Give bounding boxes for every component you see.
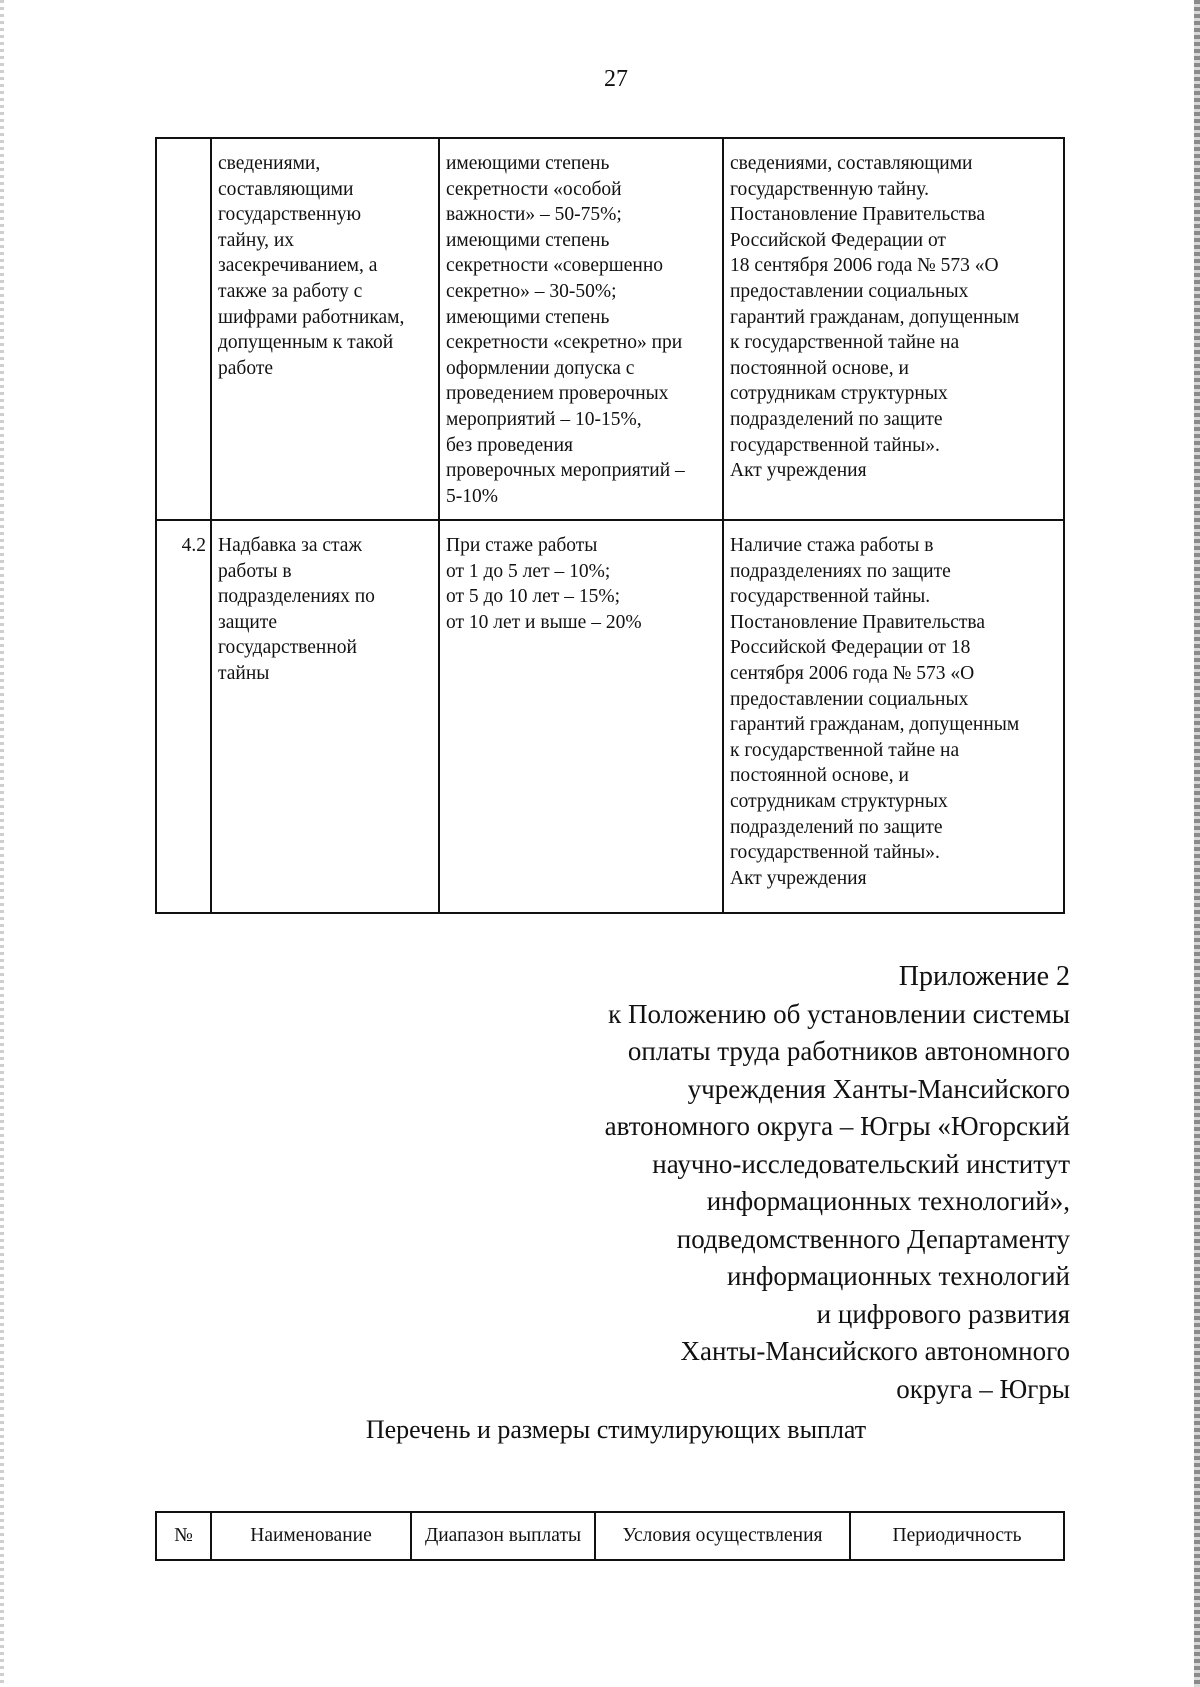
appendix-line: информационных технологий [726,1261,1070,1291]
payment-range: имеющими степень секретности «особой важности» – 50-75%; имеющими степень секретности «совершенно секретно» – 30-50%; имеющими степень секретности «секретно» при оформлении допуска с проведением проверочных мероприятий – 10-15%, без проведения проверочных мероприятий – 5-10% [439,138,723,520]
page-number: 27 [604,66,628,92]
payment-name: Надбавка за стаж работы в подразделениях по защите государственной тайны [211,520,439,913]
payments-table-continued [155,137,1065,914]
appendix-line: Ханты-Мансийского автономного [680,1336,1070,1366]
incentive-payments-table-header [155,1511,1065,1561]
column-header-range: Диапазон выплаты [411,1512,595,1560]
appendix-line: информационных технологий», [706,1186,1070,1216]
list-title: Перечень и размеры стимулирующих выплат [365,1415,867,1444]
column-header-periodicity: Периодичность [850,1512,1064,1560]
column-header-name: Наименование [211,1512,411,1560]
column-header-number: № [156,1512,211,1560]
payment-range: При стаже работы от 1 до 5 лет – 10%; от 5 до 10 лет – 15%; от 10 лет и выше – 20% [439,520,723,913]
appendix-line: оплаты труда работников автономного [627,1036,1070,1066]
payment-basis: сведениями, составляющими государственную тайну. Постановление Правительства Российской Федерации от 18 сентября 2006 года № 573 «О предоставлении социальных гарантий гражданам, допущенным к государственной тайне на постоянной основе, и сотрудникам структурных подразделений по защите государственной тайны». Акт учреждения [723,138,1064,520]
row-number [156,138,211,520]
table-row [156,138,1064,520]
appendix-heading [500,958,1070,1408]
appendix-line: подведомственного Департаменту [676,1223,1070,1254]
appendix-line: и цифрового развития [816,1298,1070,1329]
appendix-title: Приложение 2 [898,961,1070,992]
column-header-conditions: Условия осуществления [595,1512,850,1560]
appendix-line: к Положению об установлении системы [608,998,1070,1029]
payment-name: сведениями, составляющими государственную тайну, их засекречиванием, а также за работу с шифрами работникам, допущенным к такой работе [211,138,439,520]
appendix-line: научно-исследовательский институт [652,1148,1070,1179]
appendix-line: учреждения Ханты-Мансийского [687,1073,1070,1104]
table-header-row [156,1512,1064,1560]
appendix-line: округа – Югры [896,1373,1070,1404]
payment-basis: Наличие стажа работы в подразделениях по защите государственной тайны. Постановление Правительства Российской Федерации от 18 сентября 2006 года № 573 «О предоставлении социальных гарантий гражданам, допущенным к государственной тайне на постоянной основе, и сотрудникам структурных подразделений по защите государственной тайны». Акт учреждения [723,520,1064,913]
appendix-line: автономного округа – Югры «Югорский [604,1111,1070,1141]
table-row [156,520,1064,913]
row-number: 4.2 [156,520,211,913]
